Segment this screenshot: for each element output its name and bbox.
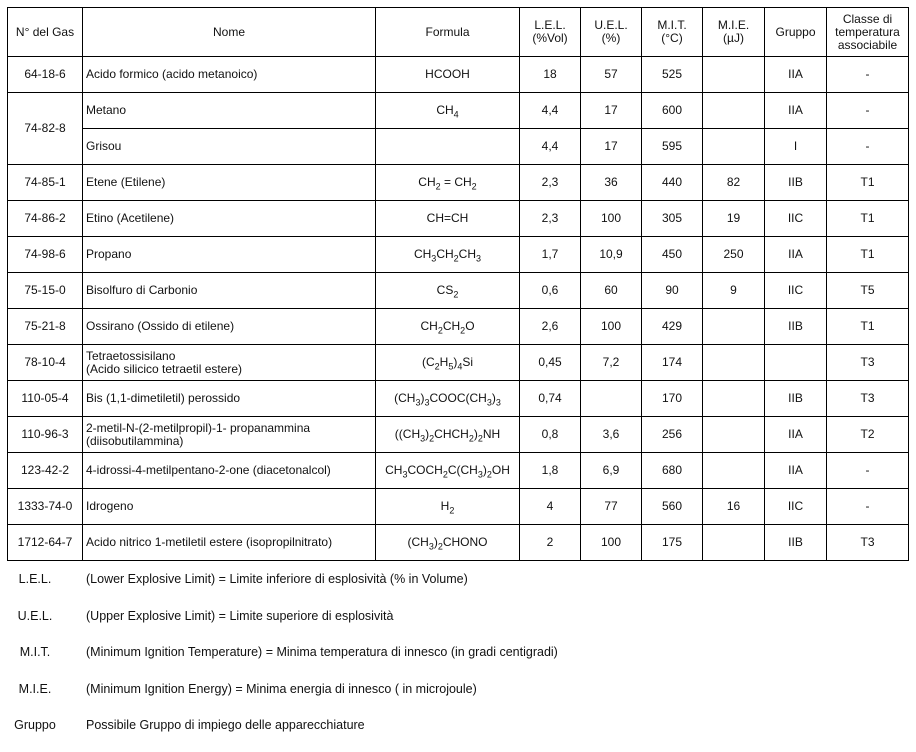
cell-uel: 17	[581, 129, 642, 165]
cell-mie	[703, 57, 765, 93]
cell-classe: T3	[827, 525, 909, 561]
legend-desc: (Upper Explosive Limit) = Limite superiore di esplosività	[86, 608, 394, 623]
cell-formula: $CH_2CH_2O$	[376, 309, 520, 345]
cell-cas: 74-82-8	[8, 93, 83, 165]
cell-lel: 0,74	[520, 381, 581, 417]
cell-uel: 10,9	[581, 237, 642, 273]
cell-cas: 123-42-2	[8, 453, 83, 489]
cell-classe: T3	[827, 381, 909, 417]
cell-nome: Etino (Acetilene)	[83, 201, 376, 237]
cell-gruppo: IIA	[765, 417, 827, 453]
cell-mie	[703, 93, 765, 129]
cell-uel: 100	[581, 201, 642, 237]
legend-item	[0, 563, 916, 600]
cell-nome: Bisolfuro di Carbonio	[83, 273, 376, 309]
cell-mit: 175	[642, 525, 703, 561]
cell-lel: 0,45	[520, 345, 581, 381]
cell-gruppo: IIA	[765, 453, 827, 489]
table-row	[8, 165, 909, 201]
cell-mie	[703, 453, 765, 489]
table-row	[8, 273, 909, 309]
cell-gruppo: IIC	[765, 201, 827, 237]
cell-mit: 429	[642, 309, 703, 345]
cell-uel: 3,6	[581, 417, 642, 453]
cell-cas: 74-98-6	[8, 237, 83, 273]
cell-cas: 74-85-1	[8, 165, 83, 201]
cell-uel	[581, 381, 642, 417]
cell-formula: $CS_2$	[376, 273, 520, 309]
table-row	[8, 57, 909, 93]
table-row	[8, 237, 909, 273]
cell-lel: 18	[520, 57, 581, 93]
cell-cas: 1712-64-7	[8, 525, 83, 561]
cell-mit: 174	[642, 345, 703, 381]
table-row	[8, 201, 909, 237]
legend-abbr: Gruppo	[14, 718, 56, 732]
cell-mie: 19	[703, 201, 765, 237]
cell-lel: 1,8	[520, 453, 581, 489]
cell-mie: 250	[703, 237, 765, 273]
cell-mit: 440	[642, 165, 703, 201]
cell-classe: -	[827, 489, 909, 525]
cell-classe: T3	[827, 345, 909, 381]
cell-gruppo: IIA	[765, 237, 827, 273]
cell-classe: T2	[827, 417, 909, 453]
cell-mit: 680	[642, 453, 703, 489]
cell-gruppo: IIB	[765, 525, 827, 561]
cell-cas: 75-21-8	[8, 309, 83, 345]
col-header-mie: M.I.E. (µJ)	[703, 8, 765, 57]
cell-mit: 90	[642, 273, 703, 309]
table-row	[8, 345, 909, 381]
cell-mie	[703, 345, 765, 381]
table-row	[8, 309, 909, 345]
table-row	[8, 453, 909, 489]
cell-uel: 17	[581, 93, 642, 129]
cell-formula: $CH_3COCH_2C(CH_3)_2OH$	[376, 453, 520, 489]
cell-mit: 560	[642, 489, 703, 525]
legend-desc: (Lower Explosive Limit) = Limite inferiore di esplosività (% in Volume)	[86, 572, 468, 586]
cell-formula: $CH_3CH_2CH_3$	[376, 237, 520, 273]
gas-table	[7, 7, 909, 561]
cell-formula: $(C_2H_5)_4Si$	[376, 345, 520, 381]
col-header-formula: Formula	[376, 8, 520, 57]
cell-mie: 82	[703, 165, 765, 201]
cell-cas: 78-10-4	[8, 345, 83, 381]
cell-formula: $((CH_3)_2CHCH_2)_2NH$	[376, 417, 520, 453]
cell-lel: 4,4	[520, 129, 581, 165]
legend-item	[0, 673, 916, 710]
legend-item	[0, 636, 916, 673]
cell-lel: 2,6	[520, 309, 581, 345]
cell-formula: $CH_2 = CH_2$	[376, 165, 520, 201]
cell-nome: Idrogeno	[83, 489, 376, 525]
cell-uel: 6,9	[581, 453, 642, 489]
table-row	[8, 381, 909, 417]
legend-abbr: L.E.L.	[18, 572, 52, 586]
legend-item	[0, 709, 916, 746]
cell-mit: 450	[642, 237, 703, 273]
cell-mie	[703, 525, 765, 561]
table-body	[8, 57, 909, 561]
cell-mit: 170	[642, 381, 703, 417]
cell-gruppo: IIA	[765, 57, 827, 93]
cell-lel: 0,8	[520, 417, 581, 453]
cell-classe: T1	[827, 165, 909, 201]
cell-nome: Bis (1,1-dimetiletil) perossido	[83, 381, 376, 417]
cell-cas: 64-18-6	[8, 57, 83, 93]
cell-cas: 1333-74-0	[8, 489, 83, 525]
cell-uel: 7,2	[581, 345, 642, 381]
cell-gruppo: IIC	[765, 489, 827, 525]
cell-classe: -	[827, 93, 909, 129]
cell-classe: -	[827, 453, 909, 489]
cell-classe: -	[827, 129, 909, 165]
cell-cas: 110-05-4	[8, 381, 83, 417]
cell-gruppo: IIB	[765, 381, 827, 417]
cell-classe: -	[827, 57, 909, 93]
cell-lel: 4	[520, 489, 581, 525]
cell-mie	[703, 417, 765, 453]
cell-uel: 36	[581, 165, 642, 201]
legend	[0, 563, 916, 746]
cell-classe: T5	[827, 273, 909, 309]
cell-formula: HCOOH	[376, 57, 520, 93]
cell-mit: 595	[642, 129, 703, 165]
cell-nome: Etene (Etilene)	[83, 165, 376, 201]
cell-lel: 1,7	[520, 237, 581, 273]
col-header-gruppo: Gruppo	[765, 8, 827, 57]
cell-mie: 16	[703, 489, 765, 525]
legend-desc: (Minimum Ignition Temperature) = Minima temperatura di innesco (in gradi centigradi)	[86, 645, 558, 659]
cell-lel: 0,6	[520, 273, 581, 309]
cell-formula: CH=CH	[376, 201, 520, 237]
cell-nome: Metano	[83, 93, 376, 129]
cell-nome: 4-idrossi-4-metilpentano-2-one (diacetonalcol)	[83, 453, 376, 489]
cell-gruppo: IIB	[765, 309, 827, 345]
cell-mit: 525	[642, 57, 703, 93]
cell-nome: Acido formico (acido metanoico)	[83, 57, 376, 93]
cell-formula: $(CH_3)_3COOC(CH_3)_3$	[376, 381, 520, 417]
cell-lel: 2,3	[520, 201, 581, 237]
col-header-uel: U.E.L. (%)	[581, 8, 642, 57]
cell-nome: Propano	[83, 237, 376, 273]
cell-mit: 305	[642, 201, 703, 237]
cell-gruppo: IIA	[765, 93, 827, 129]
table-row	[8, 525, 909, 561]
cell-uel: 57	[581, 57, 642, 93]
cell-formula: $H_2$	[376, 489, 520, 525]
cell-mit: 600	[642, 93, 703, 129]
cell-uel: 77	[581, 489, 642, 525]
col-header-lel: L.E.L. (%Vol)	[520, 8, 581, 57]
table-row	[8, 417, 909, 453]
cell-cas: 75-15-0	[8, 273, 83, 309]
cell-nome: Ossirano (Ossido di etilene)	[83, 309, 376, 345]
legend-abbr: U.E.L.	[17, 608, 53, 623]
table-row	[8, 489, 909, 525]
cell-lel: 2	[520, 525, 581, 561]
table-header-row	[8, 8, 909, 57]
cell-formula	[376, 129, 520, 165]
legend-desc: (Minimum Ignition Energy) = Minima energia di innesco ( in microjoule)	[86, 681, 477, 696]
cell-mie	[703, 129, 765, 165]
cell-mie: 9	[703, 273, 765, 309]
legend-abbr: M.I.T.	[19, 645, 51, 659]
cell-uel: 60	[581, 273, 642, 309]
col-header-classe: Classe di temperatura associabile	[827, 8, 909, 57]
legend-abbr: M.I.E.	[18, 681, 52, 696]
cell-gruppo: IIB	[765, 165, 827, 201]
col-header-mit: M.I.T. (°C)	[642, 8, 703, 57]
cell-gruppo: IIC	[765, 273, 827, 309]
col-header-nome: Nome	[83, 8, 376, 57]
legend-desc: Possibile Gruppo di impiego delle apparecchiature	[86, 718, 365, 732]
cell-nome: 2-metil-N-(2-metilpropil)-1- propanammina (diisobutilammina)	[83, 417, 376, 453]
cell-gruppo: I	[765, 129, 827, 165]
cell-mie	[703, 381, 765, 417]
cell-nome: Grisou	[83, 129, 376, 165]
legend-item	[0, 600, 916, 637]
table-row	[8, 93, 909, 129]
cell-cas: 110-96-3	[8, 417, 83, 453]
cell-nome: Tetraetossisilano (Acido silicico tetraetil estere)	[83, 345, 376, 381]
cell-mit: 256	[642, 417, 703, 453]
cell-formula: $(CH_3)_2CHONO$	[376, 525, 520, 561]
cell-classe: T1	[827, 201, 909, 237]
cell-nome: Acido nitrico 1-metiletil estere (isopropilnitrato)	[83, 525, 376, 561]
cell-classe: T1	[827, 309, 909, 345]
cell-uel: 100	[581, 309, 642, 345]
cell-lel: 4,4	[520, 93, 581, 129]
cell-lel: 2,3	[520, 165, 581, 201]
cell-cas: 74-86-2	[8, 201, 83, 237]
cell-classe: T1	[827, 237, 909, 273]
col-header-cas: N° del Gas	[8, 8, 83, 57]
table-row	[8, 129, 909, 165]
cell-gruppo	[765, 345, 827, 381]
cell-uel: 100	[581, 525, 642, 561]
cell-formula: $CH_4$	[376, 93, 520, 129]
cell-mie	[703, 309, 765, 345]
